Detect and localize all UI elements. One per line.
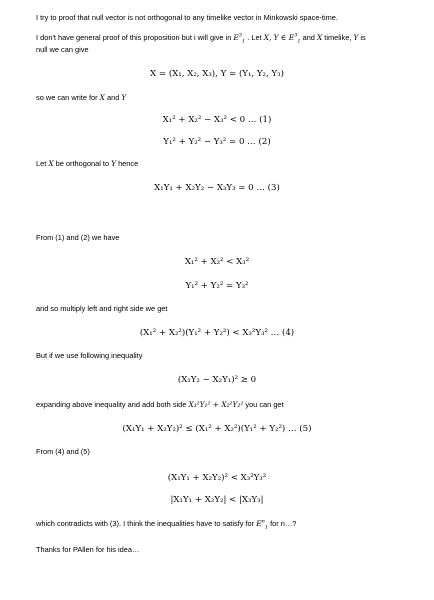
equation-definitions: X = (X₁, X₂, X₃), Y = (Y₁, Y₂, Y₃) [150, 69, 284, 79]
paragraph-1-line-2: null we can give [36, 45, 89, 54]
p1-math-c: X, Y ∈ [263, 33, 289, 42]
paragraph-2: so we can write for X and Y [36, 93, 127, 102]
equation-8b: |X₁Y₁ + X₂Y₂| < |X₃Y₃| [170, 495, 264, 505]
equation-2: Y₁² + Y₂² − Y₃² = 0 … (2) [163, 137, 271, 147]
equation-6: (X₁Y₂ − X₂Y₁)² ≥ 0 [177, 375, 257, 385]
paragraph-10: Thanks for PAllen for his idea… [36, 545, 140, 554]
paragraph-9: which contradicts with (3). I think the inequalities have to satisfy for $E^n_1$ for n…? [36, 518, 297, 531]
e-n-space-symbol: $E^n_1$ [256, 518, 269, 531]
paragraph-7: expanding above inequality and add both side X₁²Y₁² + X₂²Y₂² you can get [36, 400, 284, 409]
p1-text-e: timelike, [322, 33, 354, 42]
equation-1: X₁² + X₂² − X₃² < 0 … (1) [162, 115, 272, 125]
equation-4: (X₁² + X₂²)(Y₁² + Y₂²) < X₃²Y₃² … (4) [139, 328, 295, 338]
p1-y: Y [353, 33, 359, 42]
paragraph-3: Let X be orthogonal to Y hence [36, 159, 139, 168]
paragraph-1-line-1 [36, 32, 422, 43]
p1-text-a: I don't have general proof of this proposition but i will give in [36, 33, 234, 42]
e-space-symbol-2: $E^3_1$ [288, 32, 301, 45]
p1-text-d: and [300, 33, 317, 42]
equation-3: X₁Y₁ + X₂Y₂ − X₃Y₃ = 0 … (3) [154, 183, 280, 193]
p1-x: X [316, 33, 323, 42]
e-space-symbol: $E^3_1$ [233, 32, 246, 45]
paragraph-6: But if we use following inequality [36, 351, 143, 360]
intro-paragraph: I try to proof that null vector is not orthogonal to any timelike vector in Minkowski space-time. [36, 13, 338, 22]
equation-5: (X₁Y₁ + X₂Y₂)² ≤ (X₁² + X₂²)(Y₁² + Y₂²) … (5) [122, 424, 312, 434]
paragraph-4: From (1) and (2) we have [36, 233, 120, 242]
equation-4a: X₁² + X₂² < X₃² [184, 257, 250, 267]
equation-8a: (X₁Y₁ + X₂Y₂)² < X₃²Y₃² [167, 473, 267, 483]
paragraph-5: and so multiply left and right side we get [36, 304, 168, 313]
paragraph-8: From (4) and (5) [36, 447, 90, 456]
p1-text-f: is [358, 33, 366, 42]
equation-4b: Y₁² + Y₂² = Y₃² [185, 281, 249, 291]
p1-text-b: . Let [245, 33, 264, 42]
